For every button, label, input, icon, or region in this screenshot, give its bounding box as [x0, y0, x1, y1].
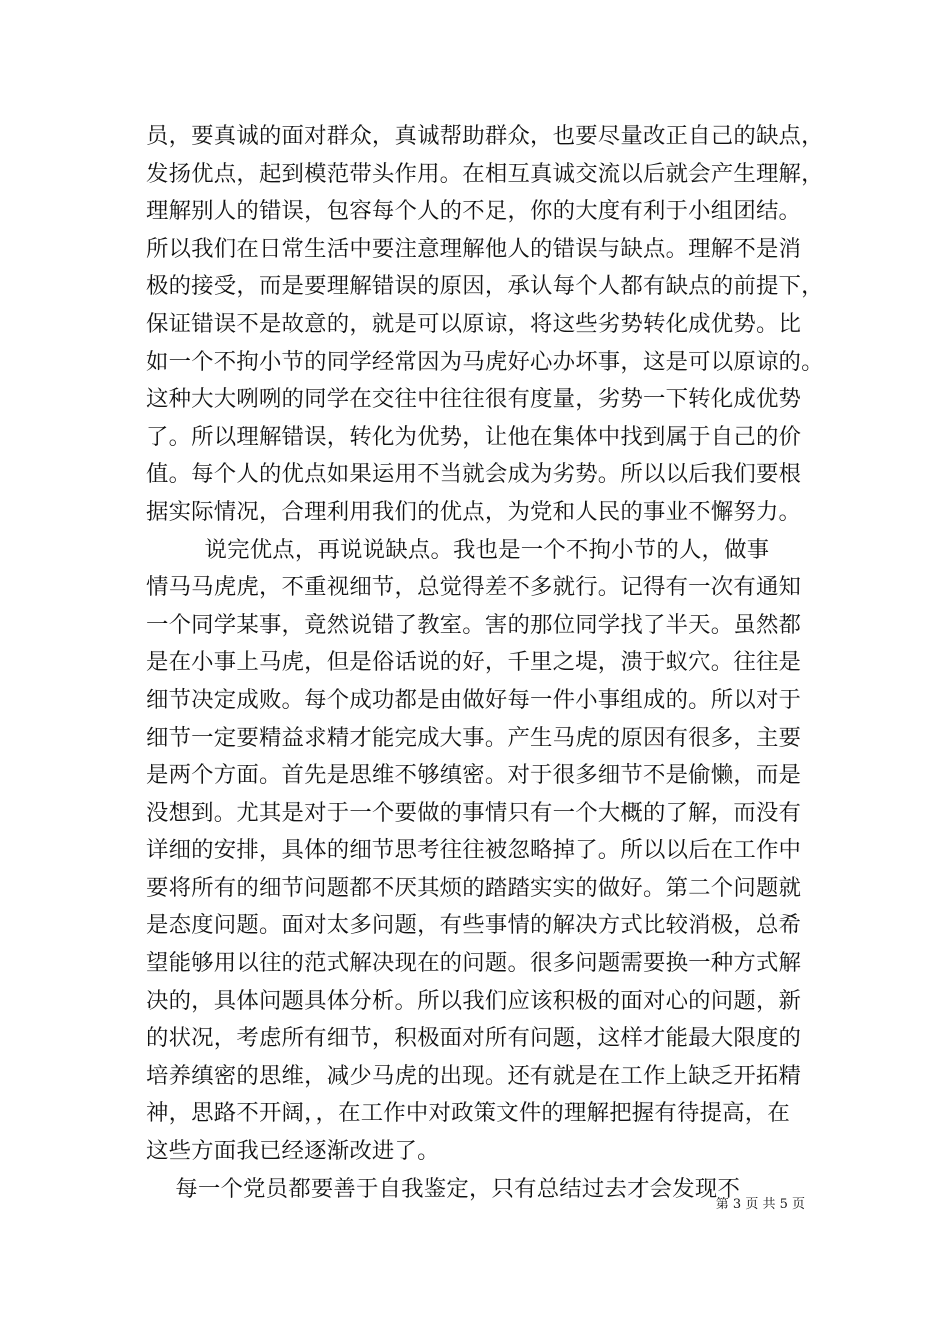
- text-line: 这种大大咧咧的同学在交往中往往很有度量，劣势一下转化成优势: [146, 386, 802, 413]
- text-line: 值。每个人的优点如果运用不当就会成为劣势。所以以后我们要根: [146, 461, 802, 488]
- text-line: 发扬优点，起到模范带头作用。在相互真诚交流以后就会产生理解，: [146, 160, 824, 187]
- text-line: 望能够用以往的范式解决现在的问题。很多问题需要换一种方式解: [146, 950, 802, 977]
- text-line: 这些方面我已经逐渐改进了。: [146, 1138, 440, 1165]
- text-line: 是在小事上马虎，但是俗话说的好，千里之堤，溃于蚁穴。往往是: [146, 649, 802, 676]
- text-line: 决的，具体问题具体分析。所以我们应该积极的面对心的问题，新: [146, 987, 802, 1014]
- text-line: 所以我们在日常生活中要注意理解他人的错误与缺点。理解不是消: [146, 235, 802, 262]
- text-line: 极的接受，而是要理解错误的原因，承认每个人都有缺点的前提下，: [146, 273, 824, 300]
- text-line: 是两个方面。首先是思维不够缜密。对于很多细节不是偷懒，而是: [146, 762, 802, 789]
- text-line: 要将所有的细节问题都不厌其烦的踏踏实实的做好。第二个问题就: [146, 874, 802, 901]
- text-line: 没想到。尤其是对于一个要做的事情只有一个大概的了解，而没有: [146, 799, 802, 826]
- text-line: 培养缜密的思维，减少马虎的出现。还有就是在工作上缺乏开拓精: [146, 1062, 802, 1089]
- text-line: 详细的安排，具体的细节思考往往被忽略掉了。所以以后在工作中: [146, 837, 802, 864]
- text-line: 理解别人的错误，包容每个人的不足，你的大度有利于小组团结。: [146, 198, 802, 225]
- text-line: 了。所以理解错误，转化为优势，让他在集体中找到属于自己的价: [146, 423, 802, 450]
- text-line: 细节一定要精益求精才能完成大事。产生马虎的原因有很多，主要: [146, 724, 802, 751]
- body-text: [146, 118, 826, 1208]
- text-line: 据实际情况，合理利用我们的优点，为党和人民的事业不懈努力。: [146, 498, 802, 525]
- text-line: 保证错误不是故意的，就是可以原谅，将这些劣势转化成优势。比: [146, 310, 802, 337]
- text-line: 是态度问题。面对太多问题，有些事情的解决方式比较消极，总希: [146, 912, 802, 939]
- text-line: 每一个党员都要善于自我鉴定，只有总结过去才会发现不: [146, 1175, 741, 1202]
- text-line: 说完优点，再说说缺点。我也是一个不拘小节的人，做事: [146, 536, 770, 563]
- text-line: 一个同学某事，竟然说错了教室。害的那位同学找了半天。虽然都: [146, 611, 802, 638]
- text-line: 神，思路不开阔，，在工作中对政策文件的理解把握有待提高，在: [146, 1100, 790, 1127]
- text-line: 员，要真诚的面对群众，真诚帮助群众，也要尽量改正自己的缺点，: [146, 123, 824, 149]
- text-line: 情马马虎虎，不重视细节，总觉得差不多就行。记得有一次有通知: [146, 574, 802, 601]
- text-line: 细节决定成败。每个成功都是由做好每一件小事组成的。所以对于: [146, 686, 802, 713]
- page-footer: 第 3 页 共 5 页: [715, 1197, 805, 1212]
- text-line: 的状况，考虑所有细节，积极面对所有问题，这样才能最大限度的: [146, 1025, 802, 1052]
- text-line: 如一个不拘小节的同学经常因为马虎好心办坏事，这是可以原谅的。: [146, 348, 824, 375]
